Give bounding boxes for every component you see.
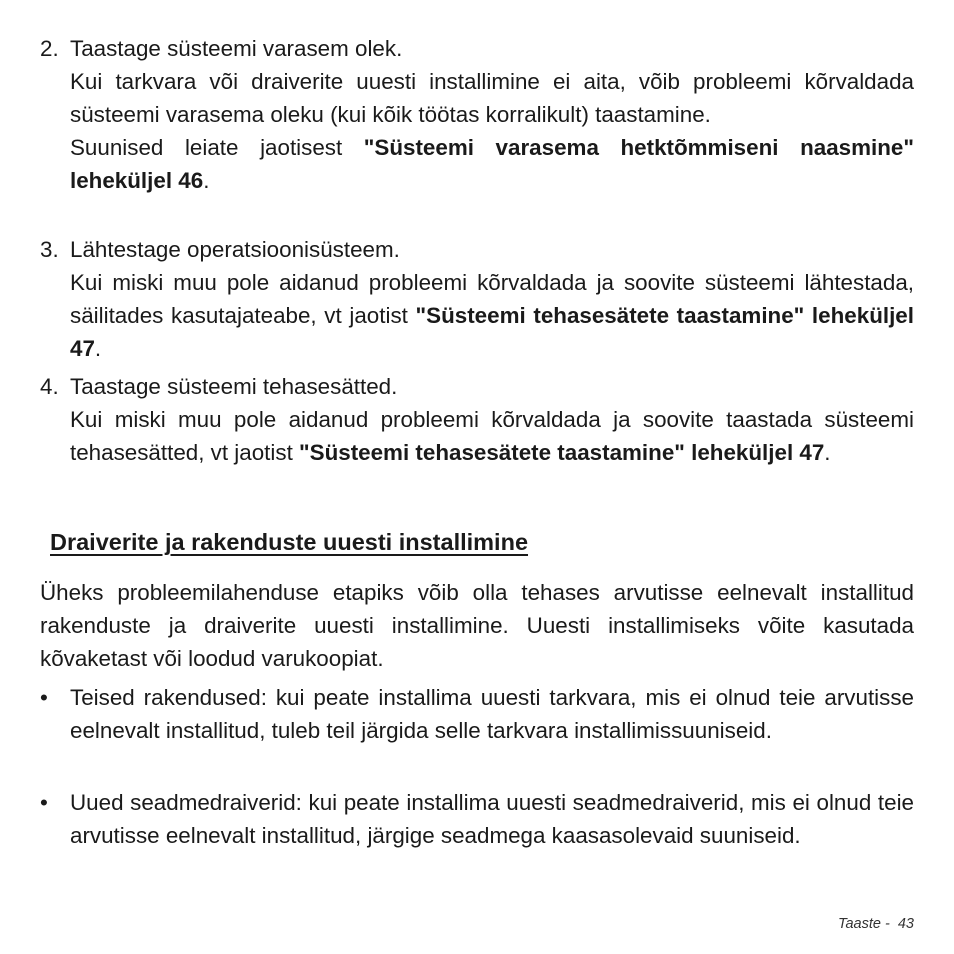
bullet-item (40, 786, 914, 852)
step-title: Taastage süsteemi varasem olek. (70, 36, 403, 61)
section-heading: Draiverite ja rakenduste uuesti installimine (50, 529, 529, 555)
step-4 (40, 370, 914, 469)
description-suffix: . (824, 440, 831, 465)
reference-link-text: "Süsteemi tehasesätete taastamine" leheküljel 47 (299, 440, 825, 465)
section-intro: Üheks probleemilahenduse etapiks võib olla tehases arvutisse eelnevalt installitud rakenduste ja draiverite uuesti installimine. Uuesti installimiseks võite kasutada kõvaketast või loodud varukoopiat. (40, 580, 914, 671)
step-2 (40, 32, 914, 197)
reference-link-text: "Süsteemi tehasesätete taastamine" leheküljel 47 (70, 303, 914, 361)
page-number: 43 (897, 916, 914, 932)
step-reference (70, 131, 914, 197)
bullet-item (40, 681, 914, 747)
step-description (70, 266, 914, 365)
step-number: 3. (40, 237, 59, 262)
bullet-marker: • (40, 685, 48, 710)
step-3 (40, 233, 914, 365)
step-title: Lähtestage operatsioonisüsteem. (70, 237, 400, 262)
description-prefix: Kui miski muu pole aidanud probleemi kõrvaldada ja soovite süsteemi lähtestada, säilitades kasutajateabe, vt jaotist (70, 270, 914, 328)
reference-prefix: Suunised leiate jaotisest (70, 135, 364, 160)
footer-chapter: Taaste - (837, 916, 890, 932)
step-description: Kui tarkvara või draiverite uuesti installimine ei aita, võib probleemi kõrvaldada süsteemi varasema oleku (kui kõik töötas korralikult) taastamine. (70, 69, 914, 127)
reference-link-text: "Süsteemi varasema hetktõmmiseni naasmine" leheküljel 46 (70, 135, 914, 193)
bullet-text: Uued seadmedraiverid: kui peate installima uuesti seadmedraiverid, mis ei olnud teie arvutisse eelnevalt installitud, järgige seadmega kaasasolevaid suuniseid. (70, 790, 914, 848)
description-prefix: Kui miski muu pole aidanud probleemi kõrvaldada ja soovite taastada süsteemi tehasesätted, vt jaotist (70, 407, 914, 465)
step-number: 4. (40, 374, 59, 399)
step-description (70, 403, 914, 469)
step-title: Taastage süsteemi tehasesätted. (70, 374, 398, 399)
bullet-marker: • (40, 790, 48, 815)
step-number: 2. (40, 36, 59, 61)
reference-suffix: . (203, 168, 210, 193)
bullet-text: Teised rakendused: kui peate installima uuesti tarkvara, mis ei olnud teie arvutisse eelnevalt installitud, tuleb teil järgida selle tarkvara installimissuuniseid. (70, 685, 914, 743)
page-footer (838, 916, 914, 932)
description-suffix: . (94, 336, 102, 361)
